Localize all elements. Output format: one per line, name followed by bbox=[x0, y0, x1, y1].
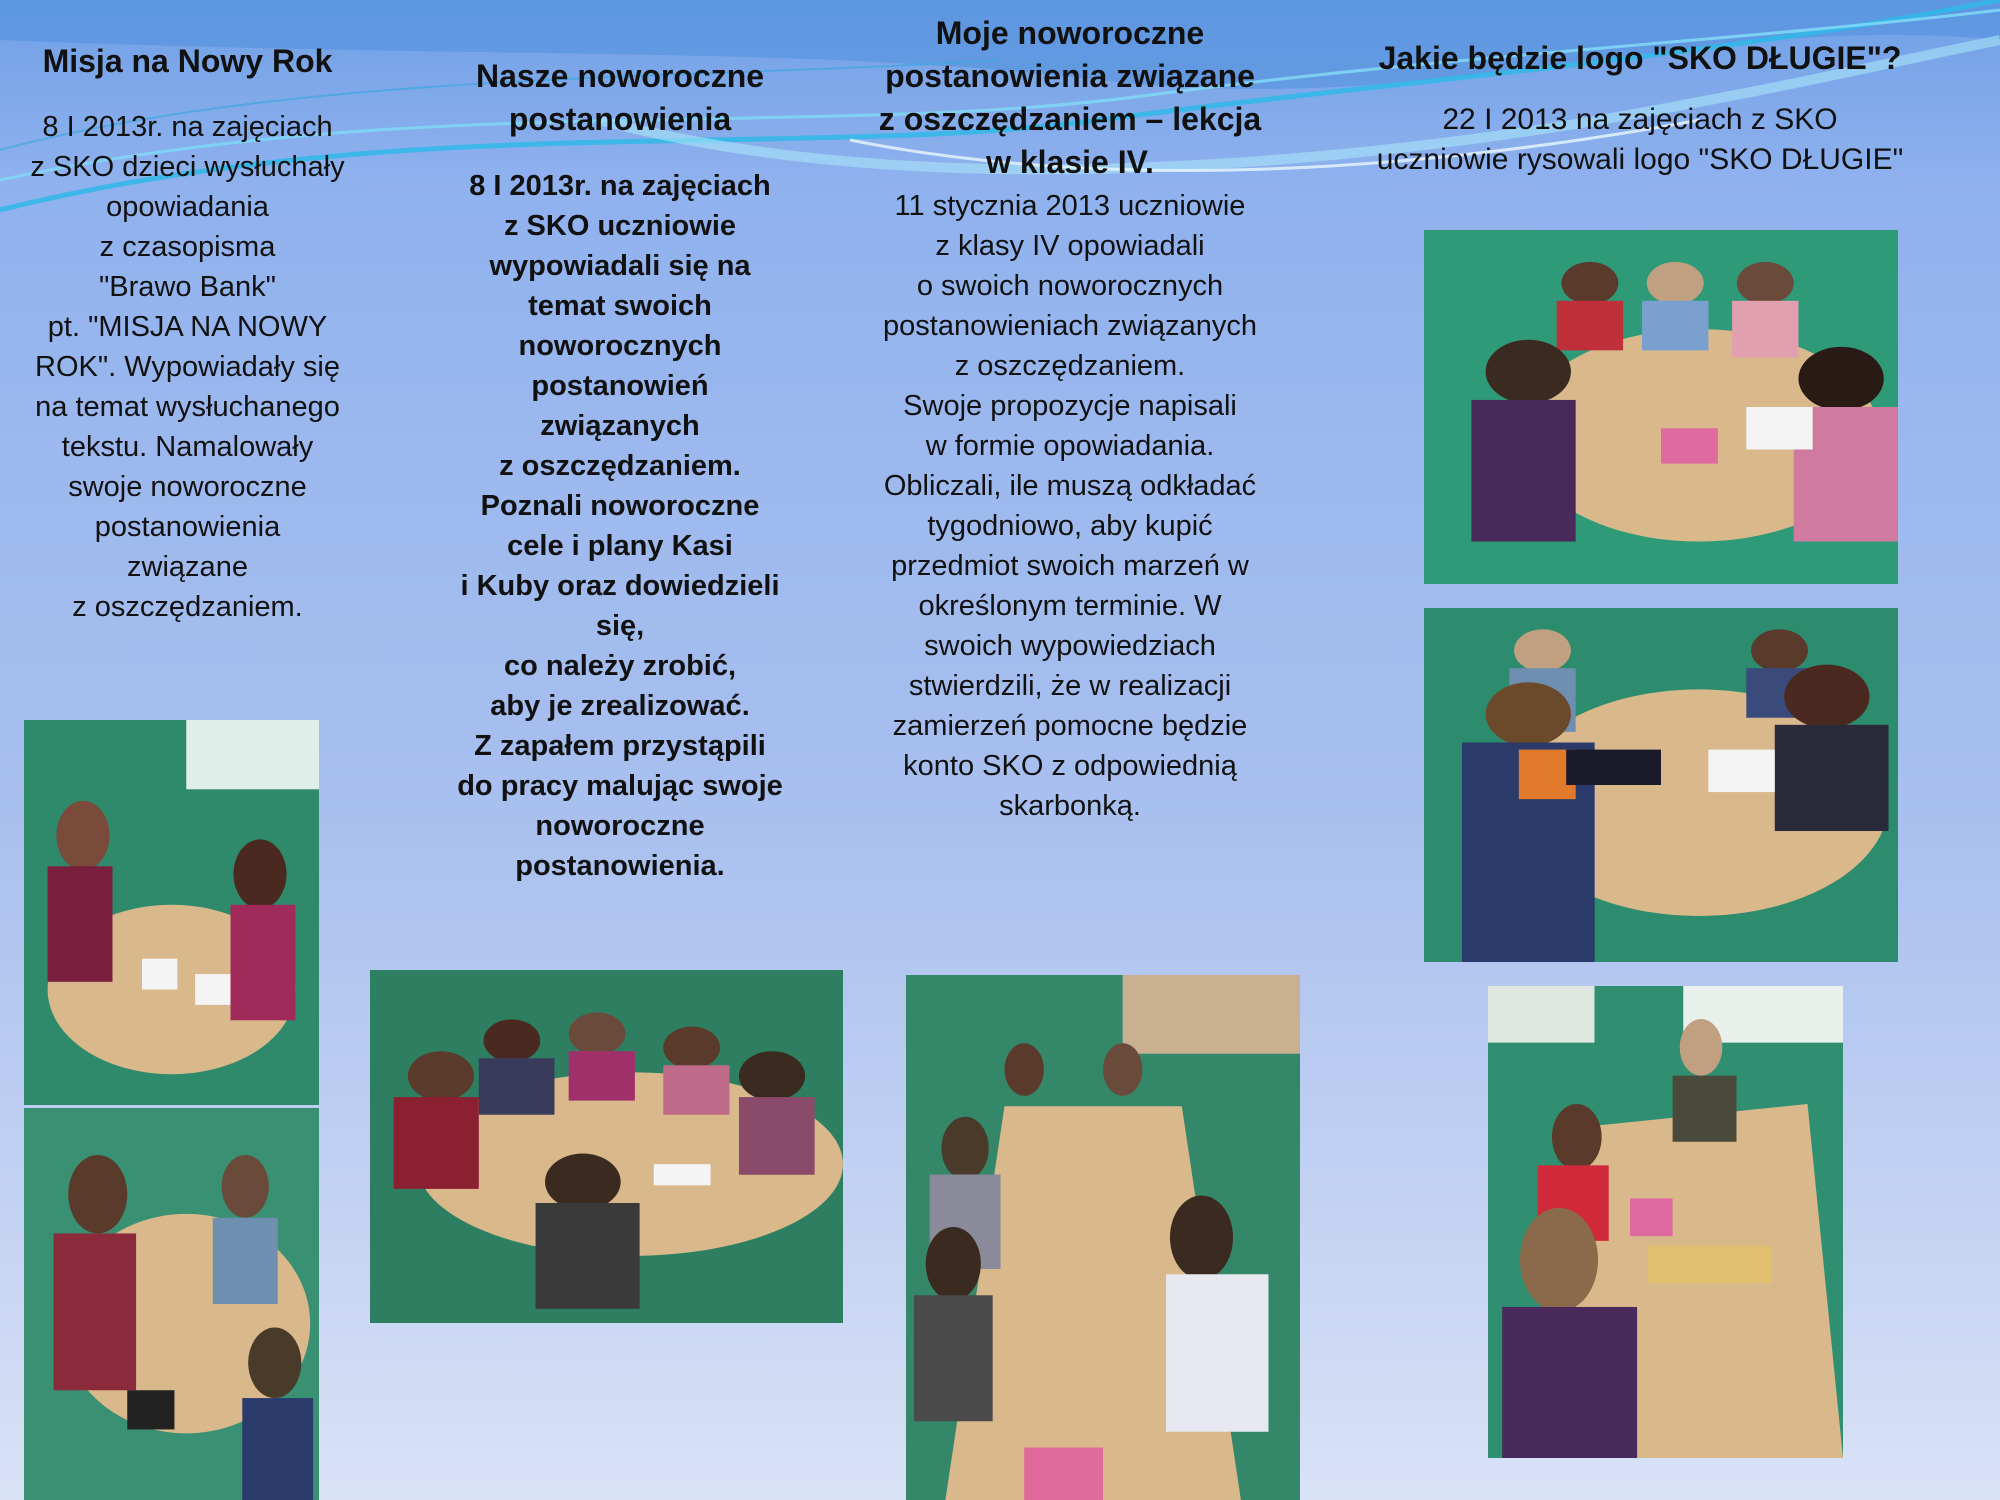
column-1-text: 8 I 2013r. na zajęciach z SKO dzieci wysłuchały opowiadania z czasopisma "Brawo Bank" pt. "MISJA NA NOWY ROK". Wypowiadały się na temat wysłuchanego tekstu. Namalowały swoje noworoczne postanowienia związane z oszczędzaniem. bbox=[30, 111, 345, 623]
photo-logo-drawing-3 bbox=[1488, 986, 1843, 1458]
column-3-title: Moje noworoczne postanowienia związane z oszczędzaniem – lekcja w klasie IV. bbox=[878, 15, 1262, 180]
column-4-title: Jakie będzie logo "SKO DŁUGIE"? bbox=[1378, 40, 1902, 76]
column-3-text: 11 stycznia 2013 uczniowie z klasy IV opowiadali o swoich noworocznych postanowieniach związanych z oszczędzaniem. Swoje propozycje napisali w formie opowiadania. Obliczali, ile muszą odkładać tygodniowo, aby kupić przedmiot swoich marzeń w określonym terminie. W swoich wypowiedziach stwierdzili, że w realizacji zamierzeń pomocne będzie konto SKO z odpowiednią skarbonką. bbox=[883, 190, 1257, 822]
column-2-title: Nasze noworoczne postanowienia bbox=[475, 58, 765, 137]
photo-class-iv-writing bbox=[906, 975, 1300, 1500]
photo-logo-drawing-2 bbox=[1424, 608, 1898, 962]
photo-group-drawing-table bbox=[370, 970, 843, 1323]
column-1-title: Misja na Nowy Rok bbox=[42, 43, 333, 79]
column-2-text: 8 I 2013r. na zajęciach z SKO uczniowie wypowiadali się na temat swoich noworocznych postanowień związanych z oszczędzaniem. Poznali noworoczne cele i plany Kasi i Kuby oraz dowiedzieli się, co należy zrobić, aby je zrealizować. Z zapałem przystąpili do pracy malując swoje noworoczne postanowienia. bbox=[457, 170, 783, 882]
photo-logo-drawing-1 bbox=[1424, 230, 1898, 584]
column-4-text: 22 I 2013 na zajęciach z SKO uczniowie rysowali logo "SKO DŁUGIE" bbox=[1376, 103, 1904, 176]
photo-children-drawing-1 bbox=[24, 720, 319, 1105]
photo-children-drawing-2 bbox=[24, 1108, 319, 1500]
